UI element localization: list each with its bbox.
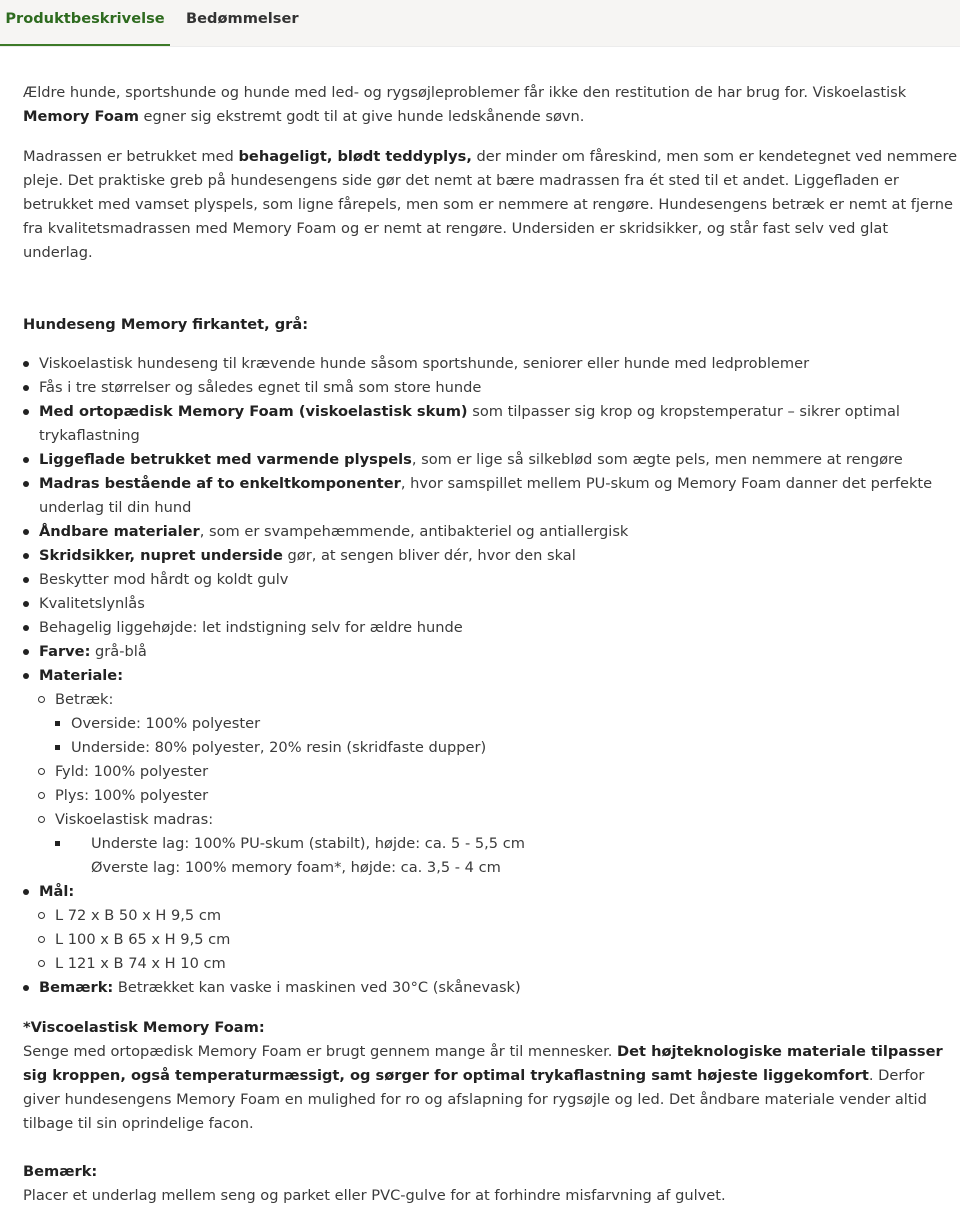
- mattress-list: [23, 832, 958, 880]
- remark-paragraph: Placer et underlag mellem seng og parket eller PVC-gulve for at forhindre misfarvning af gulvet.: [23, 1187, 726, 1204]
- cover-bottom: Underside: 80% polyester, 20% resin (skridfaste dupper): [23, 736, 958, 760]
- feature-item: Med ortopædisk Memory Foam (viskoelastisk skum) som tilpasser sig krop og kropstemperatur – sikrer optimal trykaflastning: [23, 400, 958, 448]
- material-list: [23, 688, 958, 712]
- feature-item: Åndbare materialer, som er svampehæmmende, antibakteriel og antiallergisk: [23, 520, 958, 544]
- cover-top: Overside: 100% polyester: [23, 712, 958, 736]
- feature-item: Liggeflade betrukket med varmende plyspels, som er lige så silkeblød som ægte pels, men nemmere at rengøre: [23, 448, 958, 472]
- product-heading: [23, 313, 958, 337]
- mattress-lower-layer: Underste lag: 100% PU-skum (stabilt), højde: ca. 5 - 5,5 cm: [23, 832, 958, 856]
- feature-item: Kvalitetslynlås: [23, 592, 958, 616]
- feature-item: Madras bestående af to enkeltkomponenter, hvor samspillet mellem PU-skum og Memory Foam danner det perfekte underlag til din hund: [23, 472, 958, 520]
- intro-text: Madrassen er betrukket med: [23, 148, 239, 165]
- note-list: [23, 976, 958, 1000]
- intro-text: der minder om fåreskind, men som er kendetegnet ved nemmere pleje. Det praktiske greb på hundesengens side gør det nemt at bære madrassen fra ét sted til et andet. Liggefladen er betrukket med vamset plyspels, som ligne fårepels, men som er nemmere at rengøre. Hundesengens betræk er nemt at fjerne fra kvalitetsmadrassen med Memory Foam og er nemt at rengøre. Undersiden er skridsikker, og står fast selv ved glat underlag.: [23, 148, 958, 261]
- feature-item: Beskytter mod hårdt og koldt gulv: [23, 568, 958, 592]
- sizes-list: [23, 904, 958, 976]
- intro-paragraph-2: [23, 145, 958, 265]
- feature-item-color: Farve: grå-blå: [23, 640, 958, 664]
- feature-item: Viskoelastisk hundeseng til krævende hunde såsom sportshunde, seniorer eller hunde med ledproblemer: [23, 352, 958, 376]
- tab-reviews[interactable]: Bedømmelser: [186, 10, 299, 27]
- tab-product-description[interactable]: Produktbeskrivelse: [0, 0, 170, 46]
- feature-item: Fås i tre størrelser og således egnet til små som store hunde: [23, 376, 958, 400]
- feature-item-note: Bemærk: Betrækket kan vaske i maskinen ved 30°C (skånevask): [23, 976, 958, 1000]
- feature-list: [23, 352, 958, 688]
- tab-bar: [0, 0, 960, 47]
- feature-item: Behagelig liggehøjde: let indstigning selv for ældre hunde: [23, 616, 958, 640]
- feature-item-dimensions: Mål:: [23, 880, 958, 904]
- remark-heading: Bemærk:: [23, 1163, 98, 1180]
- intro-paragraph-1: [23, 81, 958, 129]
- dimensions-list: [23, 880, 958, 904]
- feature-item: Skridsikker, nupret underside gør, at sengen bliver dér, hvor den skal: [23, 544, 958, 568]
- mattress-upper-layer: Øverste lag: 100% memory foam*, højde: ca. 3,5 - 4 cm: [91, 859, 501, 876]
- cover-list: [23, 712, 958, 760]
- intro-emphasis: Memory Foam: [23, 108, 139, 125]
- material-mattress: Viskoelastisk madras:: [23, 808, 958, 832]
- size-item: L 72 x B 50 x H 9,5 cm: [23, 904, 958, 928]
- material-fill: Fyld: 100% polyester: [23, 760, 958, 784]
- visco-heading: *Viscoelastisk Memory Foam:: [23, 1019, 265, 1036]
- intro-text: Ældre hunde, sportshunde og hunde med led- og rygsøjleproblemer får ikke den restitution de har brug for. Viskoelastisk: [23, 84, 907, 101]
- material-list: [23, 760, 958, 832]
- size-item: L 121 x B 74 x H 10 cm: [23, 952, 958, 976]
- intro-text: egner sig ekstremt godt til at give hunde ledskånende søvn.: [138, 108, 585, 125]
- product-description-content: [0, 81, 958, 1208]
- material-plush: Plys: 100% polyester: [23, 784, 958, 808]
- intro-emphasis: behageligt, blødt teddyplys,: [238, 148, 472, 165]
- material-cover: Betræk:: [23, 688, 958, 712]
- size-item: L 100 x B 65 x H 9,5 cm: [23, 928, 958, 952]
- product-heading-text: Hundeseng Memory firkantet, grå:: [23, 316, 309, 333]
- feature-item-material: Materiale:: [23, 664, 958, 688]
- visco-paragraph: Senge med ortopædisk Memory Foam er brugt gennem mange år til mennesker. Det højteknologiske materiale tilpasser sig kroppen, også temperaturmæssigt, og sørger for optimal trykaflastning samt højeste liggekomfort. Derfor giver hundesengens Memory Foam en mulighed for ro og afslapning for rygsøjle og led. Det åndbare materiale vender altid tilbage til sin oprindelige facon.: [23, 1043, 943, 1132]
